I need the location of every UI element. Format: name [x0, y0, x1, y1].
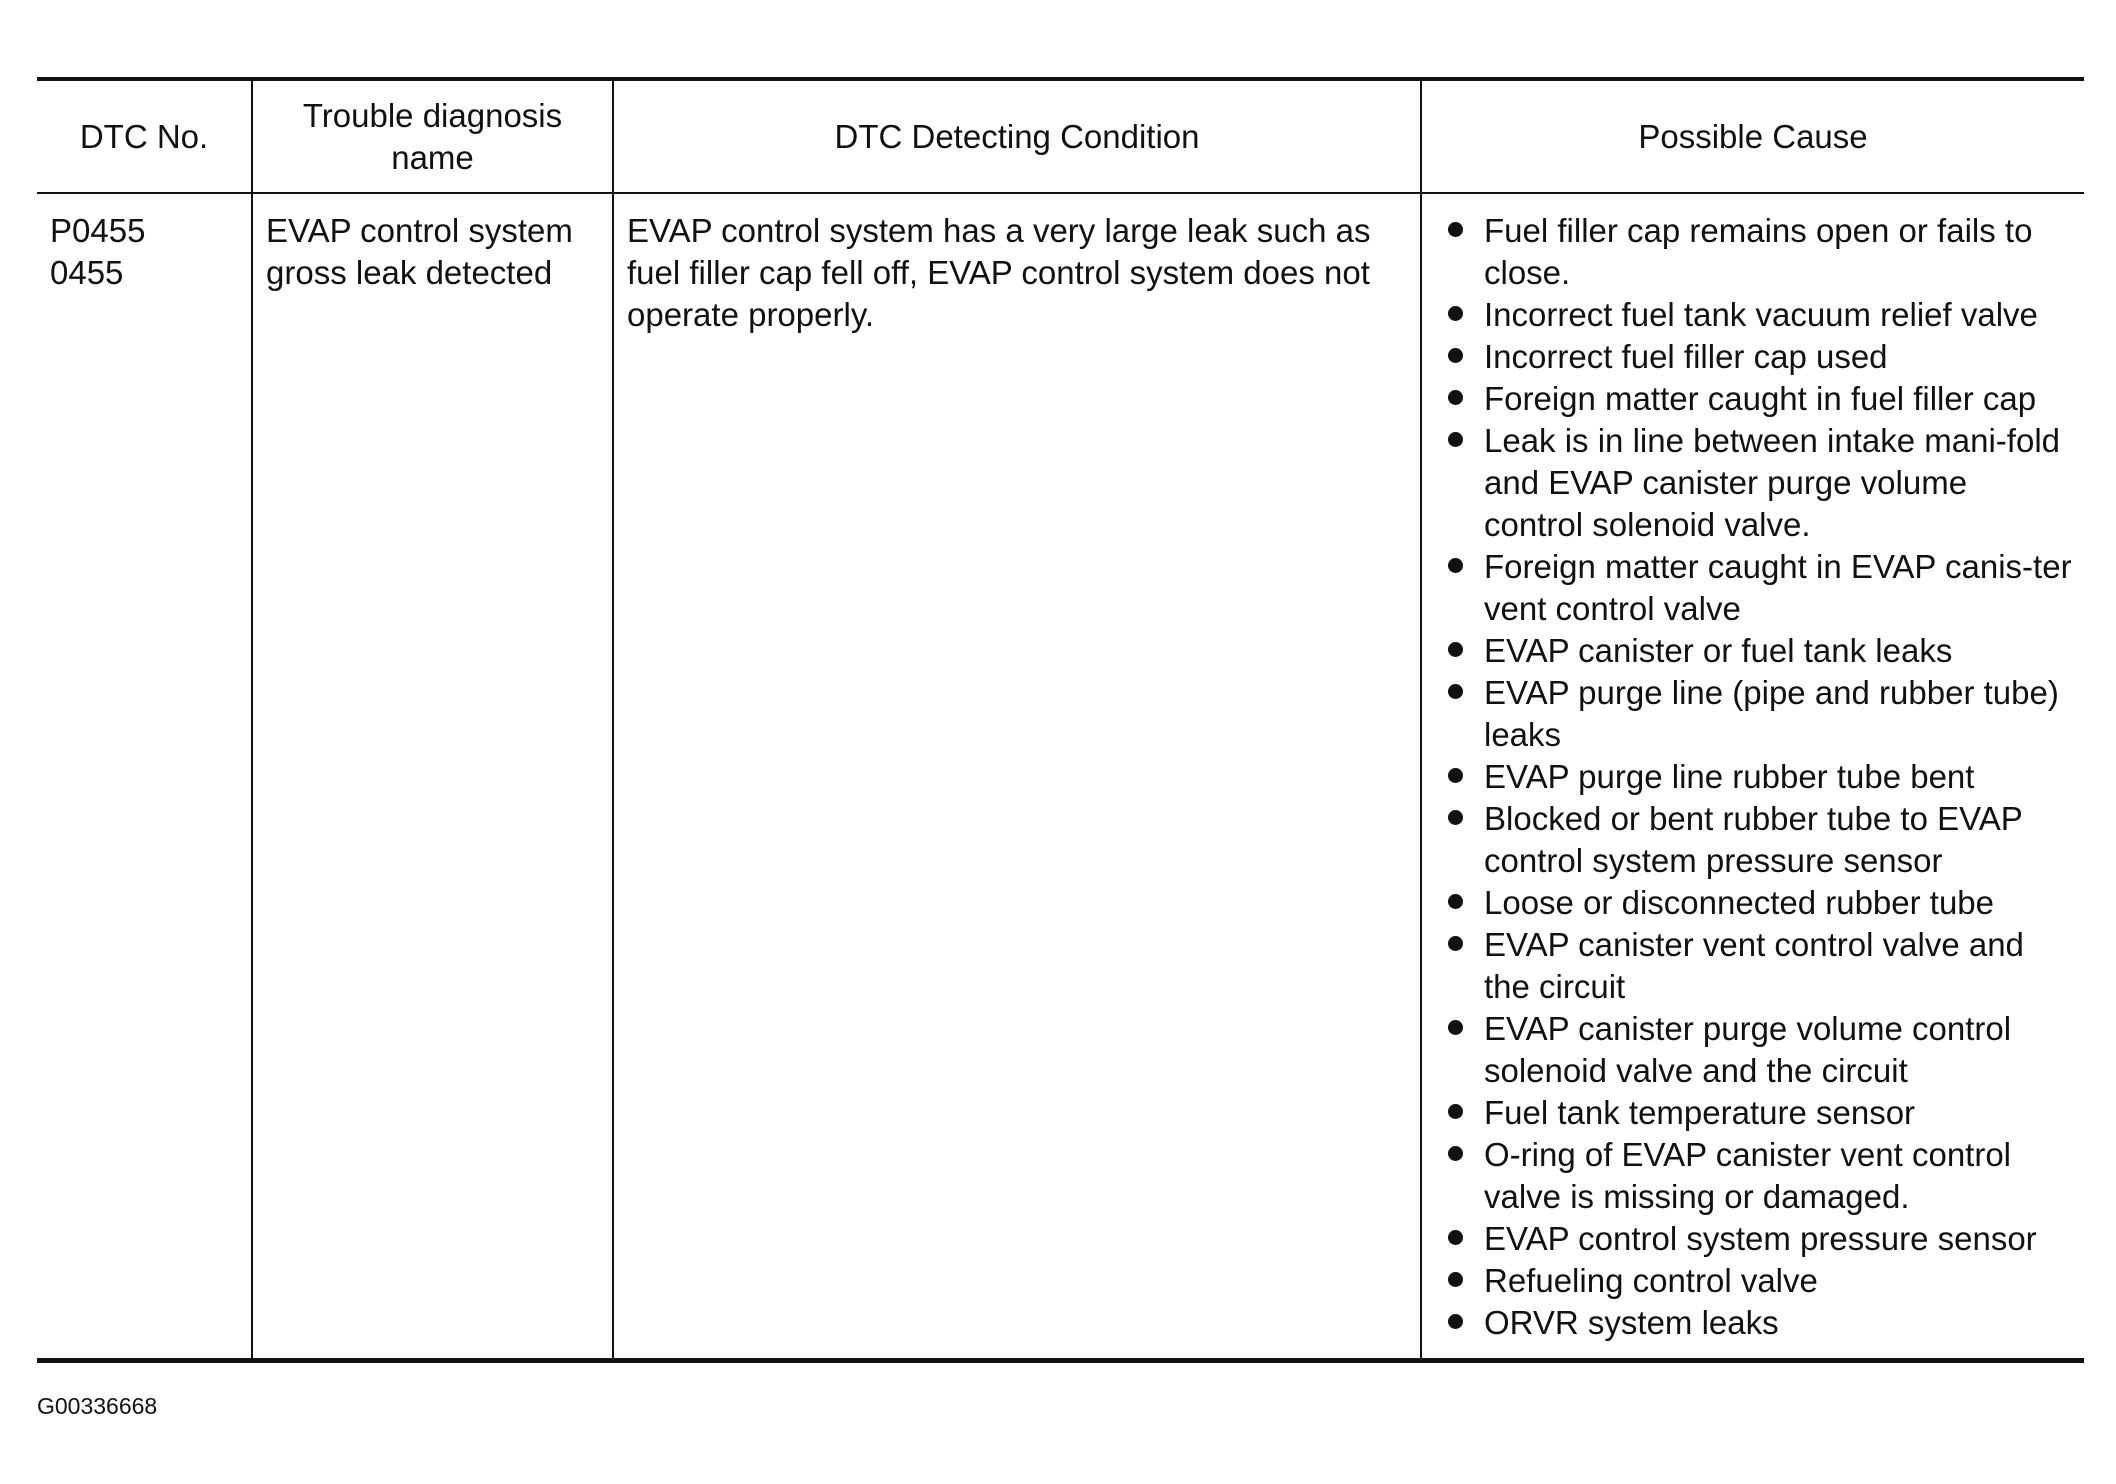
cause-text: Leak is in line between intake mani-fold and EVAP canister purge volume control solenoid valve. [1484, 422, 2061, 543]
bullet-icon [1448, 222, 1463, 237]
list-item [1435, 1302, 2074, 1344]
cause-text: EVAP control system pressure sensor [1484, 1220, 2037, 1257]
cause-text: ORVR system leaks [1484, 1304, 1779, 1341]
list-item [1435, 630, 2074, 672]
cause-text: EVAP canister vent control valve and the circuit [1484, 926, 2024, 1005]
header-dtc-no: DTC No. [37, 79, 252, 193]
bullet-icon [1448, 1230, 1463, 1245]
cause-text: Fuel tank temperature sensor [1484, 1094, 1916, 1131]
list-item [1435, 378, 2074, 420]
cause-text: O-ring of EVAP canister vent control valve is missing or damaged. [1484, 1136, 2012, 1215]
bullet-icon [1448, 1314, 1463, 1329]
figure-id: G00336668 [37, 1393, 158, 1419]
list-item [1435, 336, 2074, 378]
cause-text: Fuel filler cap remains open or fails to close. [1484, 212, 2033, 291]
list-item [1435, 882, 2074, 924]
header-possible-cause: Possible Cause [1421, 79, 2084, 193]
list-item [1435, 756, 2074, 798]
bullet-icon [1448, 390, 1463, 405]
header-dtc-detecting-condition: DTC Detecting Condition [613, 79, 1421, 193]
list-item [1435, 1260, 2074, 1302]
list-item [1435, 294, 2074, 336]
cause-text: EVAP canister or fuel tank leaks [1484, 632, 1953, 669]
bullet-icon [1448, 432, 1463, 447]
bullet-icon [1448, 936, 1463, 951]
cause-text: EVAP canister purge volume control solenoid valve and the circuit [1484, 1010, 2012, 1089]
dtc-code-cell [37, 193, 252, 1361]
dtc-code: P0455 [50, 212, 146, 249]
bullet-icon [1448, 1146, 1463, 1161]
list-item [1435, 546, 2074, 630]
bullet-icon [1448, 768, 1463, 783]
cause-text: EVAP purge line (pipe and rubber tube) leaks [1484, 674, 2059, 753]
bullet-icon [1448, 684, 1463, 699]
list-item [1435, 1092, 2074, 1134]
dtc-table [37, 77, 2084, 1363]
bullet-icon [1448, 1104, 1463, 1119]
detecting-condition-cell: EVAP control system has a very large leak such as fuel filler cap fell off, EVAP control system does not operate properly. [613, 193, 1421, 1361]
bullet-icon [1448, 558, 1463, 573]
possible-cause-list [1435, 210, 2074, 1344]
cause-text: Loose or disconnected rubber tube [1484, 884, 1995, 921]
list-item [1435, 798, 2074, 882]
cause-text: Incorrect fuel filler cap used [1484, 338, 1888, 375]
bullet-icon [1448, 642, 1463, 657]
diagnosis-name-cell: EVAP control system gross leak detected [252, 193, 613, 1361]
bullet-icon [1448, 348, 1463, 363]
cause-text: Incorrect fuel tank vacuum relief valve [1484, 296, 2038, 333]
list-item [1435, 420, 2074, 546]
table-row [37, 193, 2084, 1361]
list-item [1435, 1008, 2074, 1092]
bullet-icon [1448, 1272, 1463, 1287]
header-trouble-diagnosis-name: Trouble diagnosis name [252, 79, 613, 193]
header-row [37, 79, 2084, 193]
dtc-code: 0455 [50, 254, 124, 291]
cause-text: Foreign matter caught in EVAP canis-ter vent control valve [1484, 548, 2072, 627]
list-item [1435, 210, 2074, 294]
bullet-icon [1448, 1020, 1463, 1035]
list-item [1435, 1218, 2074, 1260]
bullet-icon [1448, 894, 1463, 909]
bullet-icon [1448, 810, 1463, 825]
cause-text: Blocked or bent rubber tube to EVAP control system pressure sensor [1484, 800, 2023, 879]
possible-cause-cell [1421, 193, 2084, 1361]
cause-text: Refueling control valve [1484, 1262, 1818, 1299]
cause-text: Foreign matter caught in fuel filler cap [1484, 380, 2037, 417]
list-item [1435, 672, 2074, 756]
cause-text: EVAP purge line rubber tube bent [1484, 758, 1975, 795]
list-item [1435, 1134, 2074, 1218]
bullet-icon [1448, 306, 1463, 321]
list-item [1435, 924, 2074, 1008]
